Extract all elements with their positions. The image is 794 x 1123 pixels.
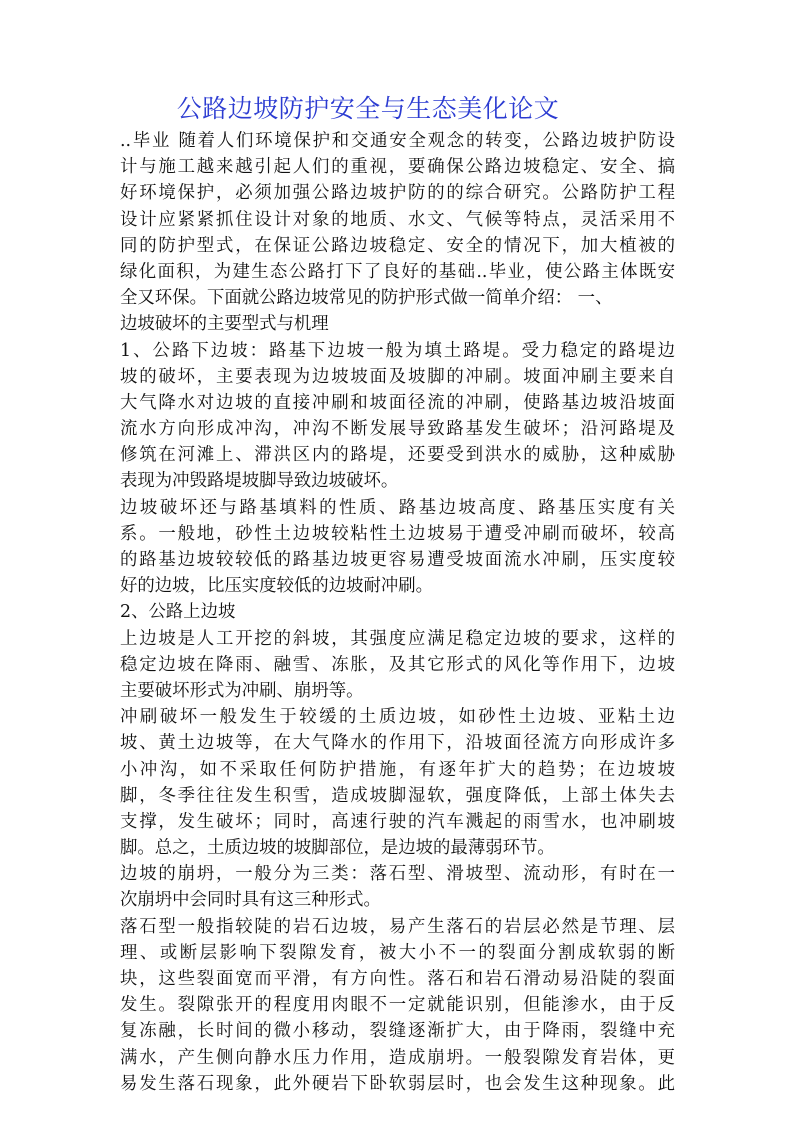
text-line: 理、或断层影响下裂隙发育，被大小不一的裂面分割成软弱的断 <box>120 942 675 963</box>
section-heading: 边坡破坏的主要型式与机理 <box>120 314 329 335</box>
text-line: 边坡破坏还与路基填料的性质、路基边坡高度、路基压实度有关 <box>120 497 675 518</box>
text-line: 计与施工越来越引起人们的重视，要确保公路边坡稳定、安全、搞 <box>120 157 675 178</box>
text-line: 小冲沟，如不采取任何防护措施，有逐年扩大的趋势；在边坡坡 <box>120 759 675 780</box>
text-line: 的路基边坡较较低的路基边坡更容易遭受坡面流水冲刷，压实度较 <box>120 550 675 570</box>
document-body <box>120 128 675 1097</box>
text-line: 主要破坏形式为冲刷、崩坍等。 <box>120 680 364 701</box>
text-line: 大气降水对边坡的直接冲刷和坡面径流的冲刷，使路基边坡沿坡面 <box>120 392 675 413</box>
text-line: 满水，产生侧向静水压力作用，造成崩坍。一般裂隙发育岩体，更 <box>120 1047 675 1068</box>
text-line: 脚。总之，土质边坡的坡脚部位，是边坡的最薄弱环节。 <box>120 838 555 859</box>
text-line: 系。一般地，砂性土边坡较粘性土边坡易于遭受冲刷而破坏，较高 <box>120 523 675 544</box>
text-line: 次崩坍中会同时具有这三种形式。 <box>120 890 381 911</box>
text-line: 稳定边坡在降雨、融雪、冻胀，及其它形式的风化等作用下，边坡 <box>120 654 675 675</box>
text-line: 设计应紧紧抓住设计对象的地质、水文、气候等特点，灵活采用不 <box>120 209 675 230</box>
text-line: 绿化面积，为建生态公路打下了良好的基础..毕业，使公路主体既安 <box>120 261 675 282</box>
text-line: 发生。裂隙张开的程度用肉眼不一定就能识别，但能渗水，由于反 <box>120 995 675 1016</box>
text-line: 修筑在河滩上、滞洪区内的路堤，还要受到洪水的威胁，这种威胁 <box>120 445 675 466</box>
text-line: 冲刷破坏一般发生于较缓的土质边坡，如砂性土边坡、亚粘土边 <box>120 707 675 728</box>
text-line: 好环境保护，必须加强公路边坡护防的的综合研究。公路防护工程 <box>120 183 675 204</box>
text-line: 好的边坡，比压实度较低的边坡耐冲刷。 <box>120 576 434 597</box>
text-line: 流水方向形成冲沟，冲沟不断发展导致路基发生破坏；沿河路堤及 <box>120 419 675 440</box>
text-line: 全又环保。下面就公路边坡常见的防护形式做一简单介绍： 一、 <box>120 288 613 309</box>
text-line: 坡、黄土边坡等，在大气降水的作用下，沿坡面径流方向形成许多 <box>120 733 675 754</box>
text-line: 易发生落石现象，此外硬岩下卧软弱层时，也会发生这种现象。此 <box>120 1073 675 1094</box>
text-line: 复冻融，长时间的微小移动，裂缝逐渐扩大，由于降雨，裂缝中充 <box>120 1021 675 1042</box>
text-line: 落石型一般指较陡的岩石边坡，易产生落石的岩层必然是节理、层 <box>120 916 675 937</box>
text-line: 坡的破坏，主要表现为边坡坡面及坡脚的冲刷。坡面冲刷主要来自 <box>120 366 675 387</box>
text-line: 上边坡是人工开挖的斜坡，其强度应满足稳定边坡的要求，这样的 <box>120 628 675 649</box>
document-title: 公路边坡防护安全与生态美化论文 <box>176 94 560 123</box>
text-line: ..毕业 随着人们环境保护和交通安全观念的转变，公路边坡护防设 <box>120 131 675 151</box>
text-line: 1、公路下边坡：路基下边坡一般为填土路堤。受力稳定的路堤边 <box>120 340 675 361</box>
text-line: 同的防护型式，在保证公路边坡稳定、安全的情况下，加大植被的 <box>120 235 675 256</box>
text-line: 块，这些裂面宽而平滑，有方向性。落石和岩石滑动易沿陡的裂面 <box>120 969 675 989</box>
section-heading: 2、公路上边坡 <box>120 602 236 623</box>
text-line: 支撑，发生破坏；同时，高速行驶的汽车溅起的雨雪水，也冲刷坡 <box>120 811 675 832</box>
text-line: 表现为冲毁路堤坡脚导致边坡破坏。 <box>120 471 399 492</box>
text-line: 边坡的崩坍，一般分为三类：落石型、滑坡型、流动形，有时在一 <box>120 864 675 885</box>
text-line: 脚，冬季往往发生积雪，造成坡脚湿软，强度降低，上部土体失去 <box>120 785 675 806</box>
